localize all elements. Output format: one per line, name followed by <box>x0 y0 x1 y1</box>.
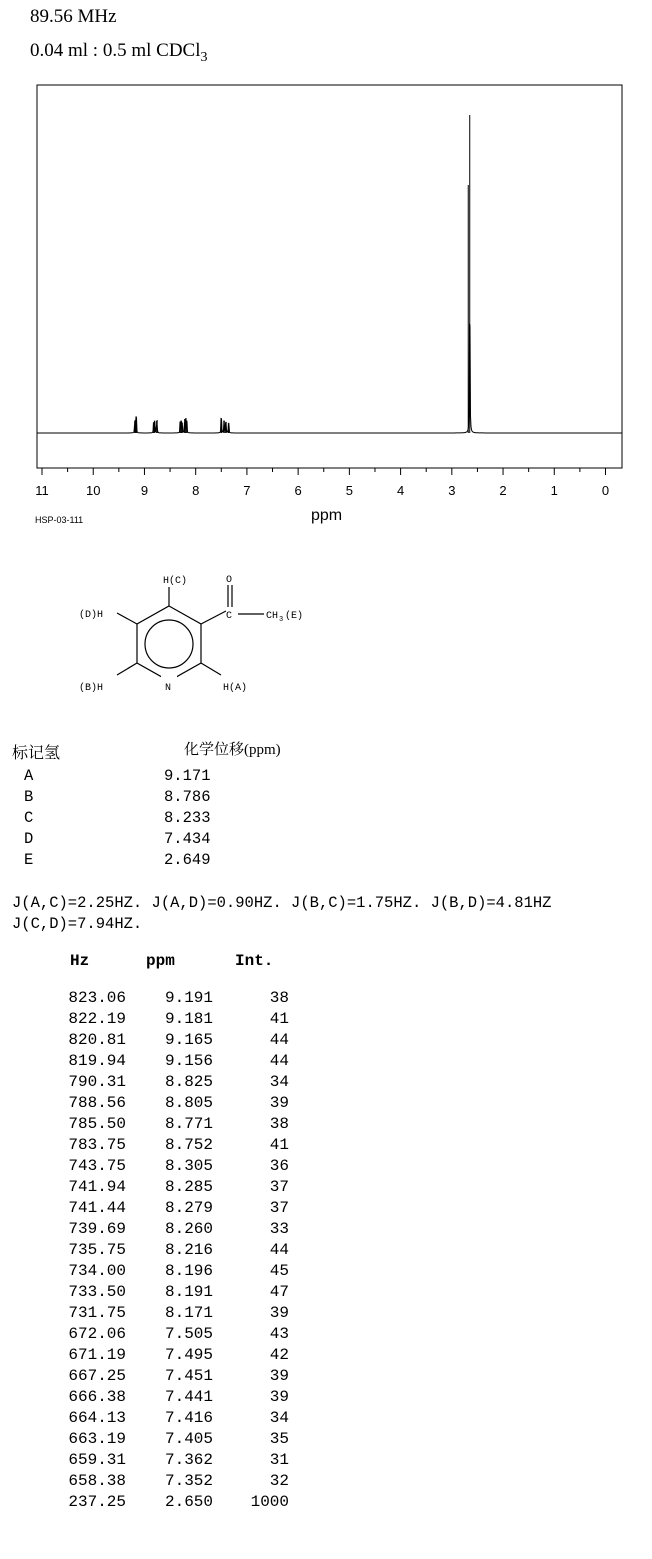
shift-label: E <box>24 851 34 869</box>
peak-int: 39 <box>269 1094 289 1112</box>
peak-hz: 741.94 <box>68 1178 126 1196</box>
peak-ppm: 7.362 <box>164 1451 213 1469</box>
shift-value: 8.233 <box>164 809 211 827</box>
peak-int: 41 <box>269 1010 289 1028</box>
spectrum-trace <box>37 324 622 433</box>
peak-ppm: 8.771 <box>164 1115 213 1133</box>
peak-hz: 741.44 <box>68 1199 126 1217</box>
peak-ppm: 8.285 <box>164 1178 213 1196</box>
peak-int: 45 <box>269 1262 289 1280</box>
bond-h-a <box>201 663 221 675</box>
shift-value: 9.171 <box>164 767 211 785</box>
peak-hz: 658.38 <box>68 1472 126 1490</box>
peak-hz: 667.25 <box>68 1367 126 1385</box>
peak-hz: 659.31 <box>68 1451 126 1469</box>
x-tick-label: 3 <box>448 483 456 498</box>
coupling-constants <box>12 893 552 935</box>
peak-header-int: Int. <box>235 952 274 970</box>
peak-ppm: 8.260 <box>164 1220 213 1238</box>
label-methyl-subscript: 3 <box>279 616 284 624</box>
aromatic-circle <box>145 620 193 668</box>
peak-hz: 790.31 <box>68 1073 126 1091</box>
solvent-subscript: 3 <box>200 50 208 65</box>
peak-int: 34 <box>269 1409 289 1427</box>
peak-ppm: 8.825 <box>164 1073 213 1091</box>
peak-ppm: 9.165 <box>164 1031 213 1049</box>
sample-code: HSP-03-111 <box>35 515 84 525</box>
peak-int: 44 <box>269 1241 289 1259</box>
solvent-text: 0.04 ml : 0.5 ml CDCl <box>30 40 201 61</box>
peak-ppm: 7.441 <box>164 1388 213 1406</box>
label-oxygen: O <box>226 575 233 586</box>
peak-hz: 664.13 <box>68 1409 126 1427</box>
peak-ppm: 8.805 <box>164 1094 213 1112</box>
bond-ring-carbonyl <box>201 611 226 624</box>
peak-int: 39 <box>269 1367 289 1385</box>
bond-h-b <box>117 663 137 675</box>
peak-hz: 788.56 <box>68 1094 126 1112</box>
pyridine-ring <box>137 606 201 681</box>
peak-int: 1000 <box>250 1493 289 1511</box>
x-tick-label: 8 <box>192 483 200 498</box>
label-h-c: H(C) <box>163 576 188 587</box>
peak-ppm: 7.352 <box>164 1472 213 1490</box>
plot-frame <box>37 85 622 468</box>
peak-hz: 785.50 <box>68 1115 126 1133</box>
label-h-a: H(A) <box>223 683 248 694</box>
x-tick-label: 10 <box>85 483 101 498</box>
peak-ppm: 7.451 <box>164 1367 213 1385</box>
shift-label: C <box>24 809 34 827</box>
shift-label: D <box>24 830 34 848</box>
x-axis-label: ppm <box>311 507 343 524</box>
peak-hz: 666.38 <box>68 1388 126 1406</box>
peak-ppm: 8.305 <box>164 1157 213 1175</box>
peak-header-ppm: ppm <box>146 952 175 970</box>
peak-int: 34 <box>269 1073 289 1091</box>
x-tick-label: 5 <box>345 483 353 498</box>
peak-int: 44 <box>269 1031 289 1049</box>
coupling-line-2: J(C,D)=7.94HZ. <box>12 915 143 933</box>
peak-int: 41 <box>269 1136 289 1154</box>
x-axis-tick-labels <box>35 483 609 498</box>
x-tick-label: 4 <box>396 483 405 498</box>
peak-hz: 734.00 <box>68 1262 126 1280</box>
bond-h-d <box>117 613 137 624</box>
peak-ppm: 9.191 <box>164 989 213 1007</box>
shift-label: B <box>24 788 34 806</box>
peak-int: 35 <box>269 1430 289 1448</box>
x-axis-ticks <box>42 468 606 475</box>
peak-hz: 823.06 <box>68 989 126 1007</box>
shift-value: 2.649 <box>164 851 211 869</box>
molecule-structure <box>60 565 340 705</box>
x-tick-label: 0 <box>601 483 610 498</box>
spectrometer-frequency: 89.56 MHz <box>30 6 117 27</box>
x-tick-label: 2 <box>499 483 507 498</box>
peak-ppm: 7.495 <box>164 1346 213 1364</box>
peak-int: 39 <box>269 1388 289 1406</box>
nmr-spectrum-chart <box>0 0 652 560</box>
peak-int: 32 <box>269 1472 289 1490</box>
label-h-d: (D)H <box>79 610 104 621</box>
peak-int: 44 <box>269 1052 289 1070</box>
shift-header-hydrogen: 标记氢 <box>12 745 61 762</box>
peak-hz: 733.50 <box>68 1283 126 1301</box>
peak-hz: 735.75 <box>68 1241 126 1259</box>
peak-int: 37 <box>269 1178 289 1196</box>
peak-hz: 783.75 <box>68 1136 126 1154</box>
peak-ppm: 7.416 <box>164 1409 213 1427</box>
x-tick-label: 7 <box>243 483 251 498</box>
peak-int: 33 <box>269 1220 289 1238</box>
peak-int: 36 <box>269 1157 289 1175</box>
peak-hz: 731.75 <box>68 1304 126 1322</box>
x-tick-label: 11 <box>35 483 49 498</box>
peak-hz: 743.75 <box>68 1157 126 1175</box>
shift-value: 8.786 <box>164 788 211 806</box>
peak-ppm: 9.156 <box>164 1052 213 1070</box>
peak-ppm: 8.216 <box>164 1241 213 1259</box>
peak-ppm: 8.752 <box>164 1136 213 1154</box>
peak-int: 31 <box>269 1451 289 1469</box>
peak-ppm: 8.171 <box>164 1304 213 1322</box>
label-carbonyl-carbon: C <box>226 611 233 622</box>
peak-int: 43 <box>269 1325 289 1343</box>
peak-ppm: 8.191 <box>164 1283 213 1301</box>
peak-int: 38 <box>269 1115 289 1133</box>
peak-hz: 820.81 <box>68 1031 126 1049</box>
peak-hz: 822.19 <box>68 1010 126 1028</box>
coupling-line-1: J(A,C)=2.25HZ. J(A,D)=0.90HZ. J(B,C)=1.75HZ. J(B,D)=4.81HZ <box>12 894 552 912</box>
x-tick-label: 9 <box>140 483 149 498</box>
peak-ppm: 8.196 <box>164 1262 213 1280</box>
peak-ppm: 9.181 <box>164 1010 213 1028</box>
peak-ppm: 2.650 <box>164 1493 213 1511</box>
peak-hz: 663.19 <box>68 1430 126 1448</box>
peak-header-hz: Hz <box>70 952 90 970</box>
peak-ppm: 7.405 <box>164 1430 213 1448</box>
label-methyl: CH <box>266 611 279 622</box>
x-tick-label: 6 <box>294 483 302 498</box>
structure-bonds <box>117 585 264 681</box>
peak-hz: 739.69 <box>68 1220 126 1238</box>
peak-int: 39 <box>269 1304 289 1322</box>
label-h-b: (B)H <box>79 683 104 694</box>
peak-ppm: 7.505 <box>164 1325 213 1343</box>
x-tick-label: 1 <box>550 483 558 498</box>
shift-value: 7.434 <box>164 830 211 848</box>
shift-label: A <box>24 767 34 785</box>
label-methyl-e: (E) <box>285 611 304 622</box>
peak-hz: 819.94 <box>68 1052 126 1070</box>
shift-header-ppm: 化学位移(ppm) <box>184 742 281 758</box>
peak-hz: 237.25 <box>68 1493 126 1511</box>
peak-hz: 672.06 <box>68 1325 126 1343</box>
peak-hz: 671.19 <box>68 1346 126 1364</box>
peak-ppm: 8.279 <box>164 1199 213 1217</box>
peak-int: 38 <box>269 989 289 1007</box>
label-nitrogen: N <box>165 683 172 694</box>
peak-int: 37 <box>269 1199 289 1217</box>
peak-int: 42 <box>269 1346 289 1364</box>
peak-int: 47 <box>269 1283 289 1301</box>
